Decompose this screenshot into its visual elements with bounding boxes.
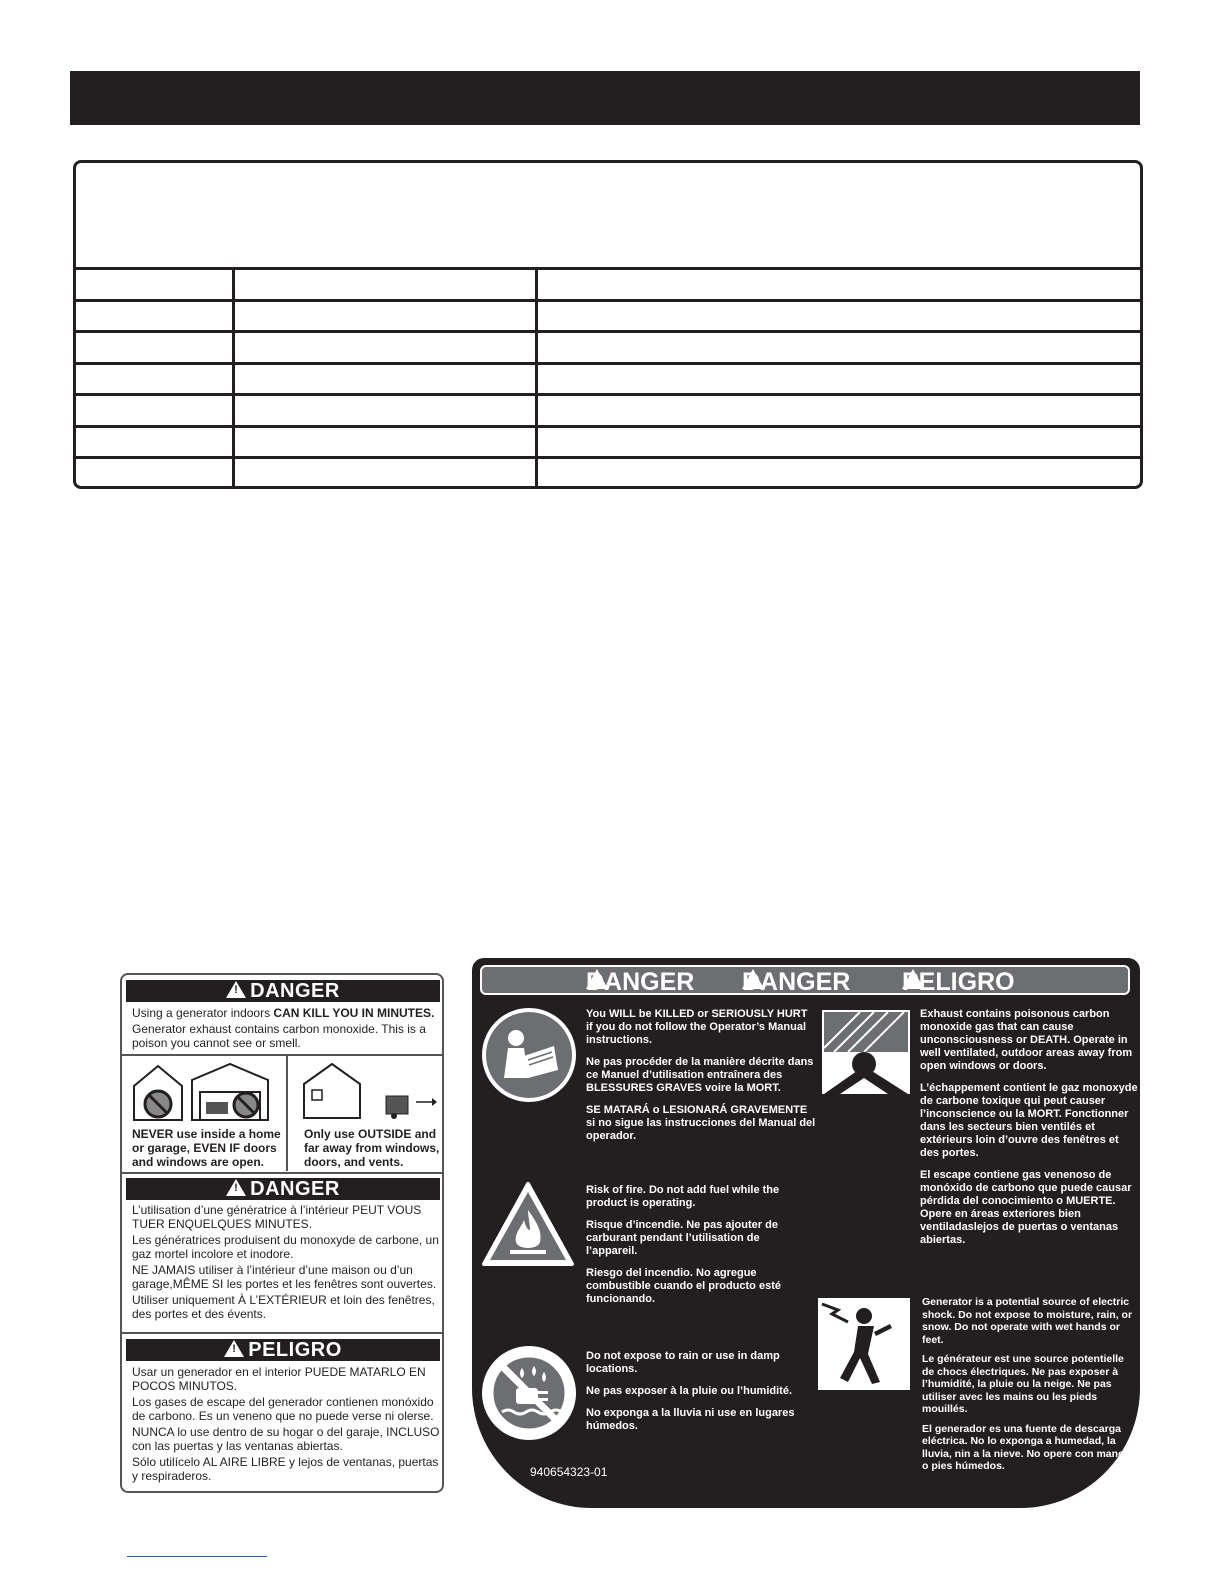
footer-link-underline (127, 1556, 267, 1557)
table-row (76, 395, 1140, 427)
danger-en-text: Using a generator indoors CAN KILL YOU IN MINUTES. Generator exhaust contains carbon monoxide. This is a poison you cannot see or smell. (132, 1006, 435, 1050)
table-row (76, 332, 1140, 364)
section-header-bar (70, 71, 1140, 125)
symbol-table (76, 267, 1140, 488)
exhaust-warning-text: Exhaust contains poisonous carbon monoxide gas that can cause unconsciousness or DEATH. Operate in well ventilated, outdoor areas away from open windows or doors. L’échappement contient le gaz monoxyde de carbone toxique qui peut causer l’inconscience ou la MORT. Fonctionner dans les secteurs bien ventilés et extérieurs loin d’ouvre des fenêtres et des portes. El escape contiene gas venenoso de monóxido de carbono que puede causar pérdida del conocimiento o MUERTE. Opere en áreas exteriores bien ventiladaslejos de puertas o ventanas abiertas. (920, 1008, 1138, 1246)
generator-safety-decal (472, 958, 1140, 1508)
table-row (76, 426, 1140, 458)
read-manual-icon (482, 1008, 576, 1102)
exhaust-fumes-icon (820, 1008, 912, 1096)
table-row (76, 363, 1140, 395)
peligro-header-es: ! PELIGRO (126, 1339, 440, 1361)
peligro-es-text: Usar un generador en el interior PUEDE MATARLO EN POCOS MINUTOS. Los gases de escape del generador contienen monóxido de carbono. Es un veneno que no puede verse ni olerse. NUNCA lo use dentro de su hogar o del garaje, INCLUSO con las puertas y las ventanas abiertas. Sólo utilícelo AL AIRE LIBRE y lejos de ventanas, puertas y respiraderos. (132, 1365, 440, 1483)
house-garage-prohibited-icon (130, 1060, 280, 1128)
warning-triangle-icon: ! (226, 1179, 246, 1196)
electric-shock-icon (818, 1298, 910, 1390)
danger-header-en: ! DANGER (126, 980, 440, 1002)
table-row (76, 458, 1140, 488)
house-outside-generator-icon (298, 1060, 438, 1128)
fire-hazard-icon (480, 1180, 576, 1268)
only-outside-caption: Only use OUTSIDE and far away from windows, doors, and vents. (304, 1127, 440, 1169)
part-number: 940654323-01 (530, 1465, 608, 1479)
shock-warning-text: Generator is a potential source of electric shock. Do not expose to moisture, rain, or snow. Do not operate with wet hands or feet. Le générateur est une source potentielle de chocs électriques. Ne pas exposer à l’humidité, la pluie ou la neige. Ne pas utiliser avec les mains ou les pieds mouillés. El generador es una fuente de descarga eléctrica. No lo exponga a humedad, la lluvia, nin a la nieve. No opere con manos o pies húmedos. (922, 1296, 1133, 1472)
fire-warning-text: Risk of fire. Do not add fuel while the product is operating. Risque d’incendie. Ne pas ajouter de carburant pendant l’utilisation de l’appareil. Riesgo del incendio. No agregue combustible cuando el producto esté funcionando. (586, 1184, 781, 1305)
danger-header-fr: ! DANGER (126, 1178, 440, 1200)
no-water-exposure-icon (482, 1346, 576, 1440)
manual-warning-text: You WILL be KILLED or SERIOUSLY HURT if you do not follow the Operator’s Manual instructions. Ne pas procéder de la manière décrite dans ce Manuel d’utilisation entraînera des BLESSURES GRAVES voire la MORT. SE MATARÁ o LESIONARÁ GRAVEMENTE si no sigue las instrucciones del Manual del operador. (586, 1008, 816, 1142)
rain-warning-text: Do not expose to rain or use in damp locations. Ne pas exposer à la pluie ou l’humidité. No exponga a la lluvia ni use en lugares húmedos. (586, 1350, 795, 1432)
table-row (76, 300, 1140, 332)
indoor-danger-label (120, 973, 444, 1493)
danger-fr-text: L’utilisation d’une génératrice à l’intérieur PEUT VOUS TUER ENQUELQUES MINUTES. Les génératrices produisent du monoxyde de carbone, un gaz mortel incolore et inodore. NE JAMAIS utiliser à l’intérieur d’une maison ou d’un garage,MÊME SI les portes et les fenêtres sont ouvertes. Utiliser uniquement À L’EXTÉRIEUR et loin des fenêtres, des portes et des évents. (132, 1203, 439, 1321)
warning-triangle-icon: ! (226, 981, 246, 998)
table-row (76, 269, 1140, 301)
decal-header: DANGER DANGER PELIGRO (480, 965, 1130, 995)
never-inside-caption: NEVER use inside a home or garage, EVEN IF doors and windows are open. (132, 1127, 281, 1169)
warning-triangle-icon: ! (224, 1340, 244, 1357)
symbol-table-box (73, 160, 1143, 489)
